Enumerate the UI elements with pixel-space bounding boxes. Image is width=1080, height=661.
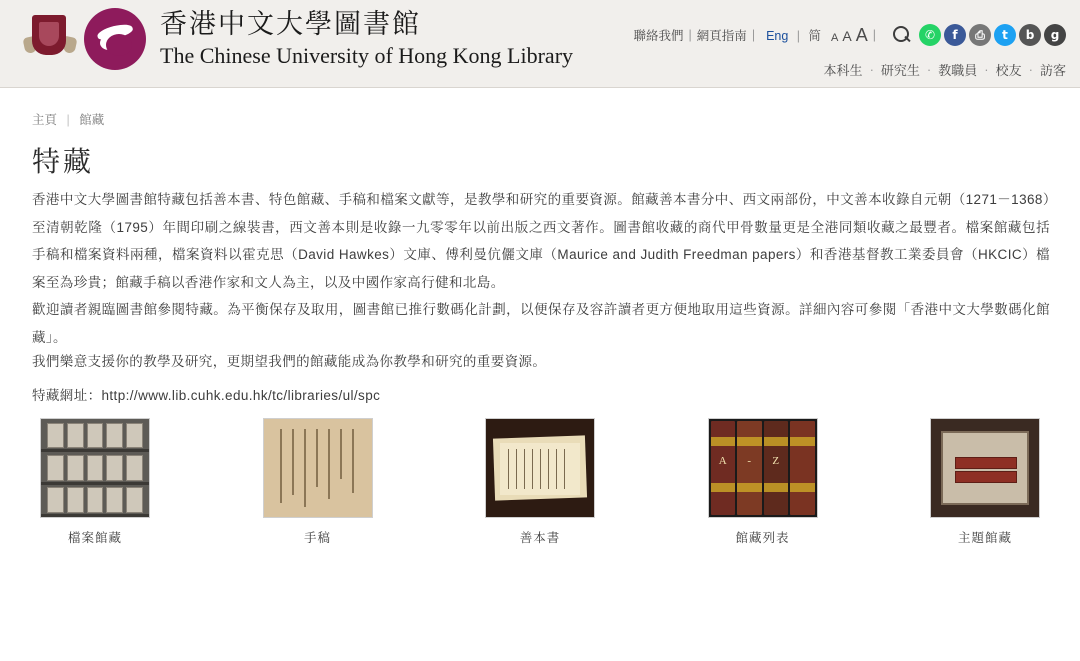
social-links <box>919 24 1066 46</box>
contact-us-link[interactable]: 聯絡我們 <box>633 29 684 43</box>
breadcrumb-current: 館藏 <box>79 113 105 127</box>
cuhk-bird-logo-icon <box>84 8 146 70</box>
utility-separator-2: | <box>751 28 756 42</box>
text-size-large[interactable]: A <box>855 24 868 45</box>
text-size-medium[interactable]: A <box>842 27 852 44</box>
utility-separator-4: | <box>872 28 876 42</box>
thumbnail-rare-books[interactable] <box>485 418 595 546</box>
thumbnail-collection-list-caption: 館藏列表 <box>735 531 790 545</box>
nav-item-visitor[interactable]: 訪客 <box>1039 63 1066 78</box>
url-label: 特藏網址： <box>32 388 102 403</box>
thumbnail-subject-collections[interactable] <box>930 418 1040 546</box>
nav-separator-1: · <box>869 62 874 77</box>
nav-item-postgraduate[interactable]: 研究生 <box>880 63 920 78</box>
twitter-icon[interactable]: t <box>994 24 1016 46</box>
search-icon[interactable] <box>893 26 911 44</box>
site-header <box>0 0 1080 88</box>
page-title: 特藏 <box>32 145 95 178</box>
language-simplified[interactable]: 简 <box>808 29 822 43</box>
google-plus-icon[interactable]: g <box>1044 24 1066 46</box>
paragraph-support: 我們樂意支援你的教學及研究，更期望我們的館藏能成為你教學和研究的重要資源。 <box>32 354 547 369</box>
site-map-link[interactable]: 網頁指南 <box>696 29 747 43</box>
nav-separator-2: · <box>926 62 932 77</box>
thumbnail-manuscripts-caption: 手稿 <box>303 531 331 545</box>
nav-separator-4: · <box>1028 62 1033 77</box>
thumbnail-collection-list-image: A - Z <box>708 418 818 518</box>
main-content <box>0 88 1080 661</box>
thumbnail-archives-image <box>40 418 150 518</box>
blog-icon[interactable]: b <box>1019 24 1041 46</box>
breadcrumb-separator: | <box>66 113 70 127</box>
audience-nav <box>824 60 1066 79</box>
thumbnail-rare-books-caption: 善本書 <box>519 531 561 545</box>
paragraph-digitization: 歡迎讀者親臨圖書館參閱特藏。為平衡保存及取用，圖書館已推行數碼化計劃，以便保存及容許讀者更方便地取用這些資源。詳細內容可參閱「香港中文大學數碼化館藏」。 <box>32 302 1050 345</box>
facebook-icon[interactable]: f <box>944 24 966 46</box>
paragraph-url <box>32 382 1050 410</box>
nav-item-staff[interactable]: 教職員 <box>938 63 978 78</box>
thumbnail-row <box>40 418 1040 546</box>
nav-separator-3: · <box>984 62 989 77</box>
site-title-block <box>160 9 573 68</box>
thumbnail-archives[interactable] <box>40 418 150 546</box>
thumbnail-manuscripts-image <box>263 418 373 518</box>
utility-bar <box>634 24 1066 46</box>
site-title-english: The Chinese University of Hong Kong Library <box>160 43 574 69</box>
thumbnail-rare-books-image <box>485 418 595 518</box>
language-english[interactable]: Eng <box>766 29 789 43</box>
utility-separator-1: | <box>688 28 692 42</box>
text-size-small[interactable]: A <box>831 31 839 44</box>
utility-separator-3: | <box>796 29 801 43</box>
whatsapp-icon[interactable]: ✆ <box>919 24 941 46</box>
thumbnail-manuscripts[interactable] <box>263 418 373 546</box>
thumbnail-subject-collections-caption: 主題館藏 <box>957 531 1012 545</box>
breadcrumb-home[interactable]: 主頁 <box>32 113 58 127</box>
site-title-chinese: 香港中文大學圖書館 <box>160 9 421 41</box>
thumbnail-collection-list[interactable] <box>708 418 818 546</box>
breadcrumb <box>32 110 104 128</box>
text-size-controls <box>831 25 868 46</box>
thumbnail-subject-collections-image <box>930 418 1040 518</box>
thumbnail-archives-caption: 檔案館藏 <box>67 531 122 545</box>
language-switcher <box>766 26 821 44</box>
university-crest-icon <box>24 11 76 67</box>
paragraph-intro: 香港中文大學圖書館特藏包括善本書、特色館藏、手稿和檔案文獻等，是教學和研究的重要資源。館藏善本書分中、西文兩部份，中文善本收錄自元朝（1271－1368）至清朝乾隆（1795）年間印刷之線裝書，西文善本則是收錄一九零零年以前出版之西文著作。圖書館收藏的商代甲骨數量更是全港同類收藏之最豐者。檔案館藏包括手稿和檔案資料兩種，檔案資料以霍克思（David Hawkes）文庫、傅利曼伉儷文庫（Maurice and Judith Freedman papers）和香港基督教工業委員會（HKCIC）檔案至為珍貴；館藏手稿以香港作家和文人為主，以及中國作家高行健和北島。 <box>32 192 1050 291</box>
site-logo-block[interactable] <box>24 8 573 70</box>
print-icon[interactable]: ⎙ <box>969 24 991 46</box>
special-collections-url[interactable]: http://www.lib.cuhk.edu.hk/tc/libraries/ul/spc <box>101 388 381 403</box>
nav-item-alumni[interactable]: 校友 <box>995 63 1022 78</box>
nav-item-undergraduate[interactable]: 本科生 <box>823 63 863 78</box>
